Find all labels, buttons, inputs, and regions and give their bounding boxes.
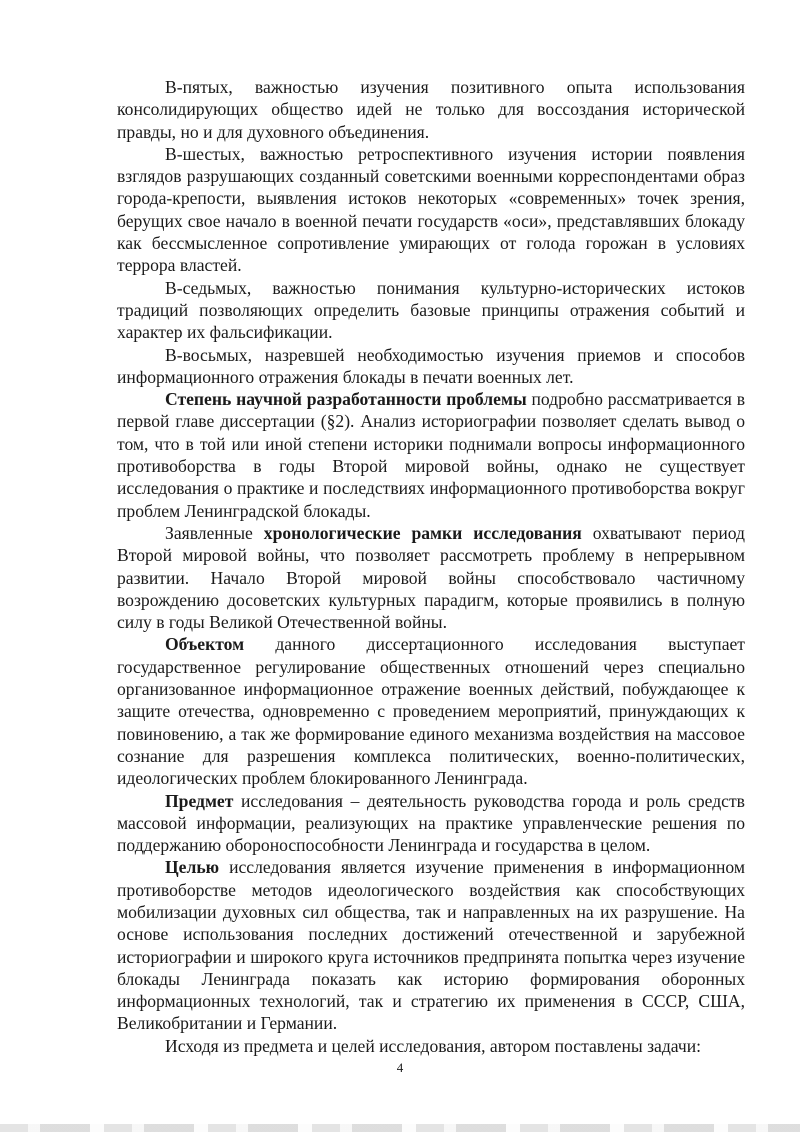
paragraph-object <box>117 633 745 789</box>
paragraph-text: В-седьмых, важностью понимания культурно-исторических истоков традиций позволяющих определить базовые принципы отражения событий и характер их фальсификации. <box>117 277 745 343</box>
paragraph-7th-reason <box>117 277 745 344</box>
bold-term: Объектом <box>165 634 245 655</box>
paragraph-text: подробно рассматривается в первой главе диссертации (§2). Анализ историографии позволяет сделать вывод о том, что в той или иной степени историки поднимали вопросы информационного противоборства в годы Второй мировой войны, однако не существует исследования о практике и последствиях информационного противоборства вокруг проблем Ленинградской блокады. <box>117 389 745 521</box>
page-number: 4 <box>396 1060 404 1075</box>
paragraph-chronology <box>117 522 745 633</box>
paragraph-research-degree <box>117 388 745 522</box>
paragraph-lead: Заявленные <box>165 522 264 543</box>
paragraph-text: В-восьмых, назревшей необходимостью изучения приемов и способов информационного отражения блокады в печати военных лет. <box>117 344 745 387</box>
bold-term: Целью <box>165 857 220 878</box>
paragraph-text: исследования является изучение применения в информационном противоборстве методов идеологического воздействия как способствующих мобилизации духовных сил общества, так и направленных на их разрушение. На основе использования последних достижений отечественной и зарубежной историографии и широкого круга источников предпринята попытка через изучение блокады Ленинграда показать как историю формирования оборонных информационных технологий, так и стратегию их применения в СССР, США, Великобритании и Германии. <box>117 857 745 1034</box>
body-text <box>117 76 745 1057</box>
paragraph-8th-reason <box>117 344 745 389</box>
paragraph-text: исследования – деятельность руководства города и роль средств массовой информации, реализующих на практике управленческие решения по поддержанию обороноспособности Ленинграда и государства в целом. <box>117 790 745 856</box>
bold-term: Степень научной разработанности проблемы <box>165 389 527 410</box>
bold-term: Предмет <box>165 790 234 811</box>
paragraph-text: В-шестых, важностью ретроспективного изучения истории появления взглядов разрушающих созданный советскими военными корреспондентами образ города-крепости, выявления истоков некоторых «современных» точек зрения, берущих свое начало в военной печати государств «оси», представлявших блокаду как бессмысленное сопротивление умирающих от голода горожан в условиях террора властей. <box>117 143 745 276</box>
paragraph-6th-reason <box>117 143 745 277</box>
bold-term: хронологические рамки исследования <box>263 522 582 543</box>
paragraph-text: охватывают период Второй мировой войны, что позволяет рассмотреть проблему в непрерывном развитии. Начало Второй мировой войны способствовало частичному возрождению досоветских культурных парадигм, которые проявились в полную силу в годы Великой Отечественной войны. <box>117 522 745 633</box>
paragraph-text: Исходя из предмета и целей исследования, автором поставлены задачи: <box>165 1035 702 1056</box>
scan-edge-artifact <box>0 1124 800 1132</box>
paragraph-tasks-intro <box>117 1035 745 1057</box>
paragraph-text: данного диссертационного исследования выступает государственное регулирование общественных отношений через специально организованное информационное отражение военных действий, побуждающее к защите отечества, одновременно с проведением мероприятий, принуждающих к повиновению, а так же формирование единого механизма воздействия на массовое сознание для разрешения комплекса политических, военно-политических, идеологических проблем блокированного Ленинграда. <box>117 634 745 789</box>
paragraph-goal <box>117 856 745 1034</box>
paragraph-5th-reason <box>117 76 745 143</box>
paragraph-text: В-пятых, важностью изучения позитивного опыта использования консолидирующих общество идей не только для воссоздания исторической правды, но и для духовного объединения. <box>117 77 745 142</box>
paragraph-subject <box>117 790 745 857</box>
